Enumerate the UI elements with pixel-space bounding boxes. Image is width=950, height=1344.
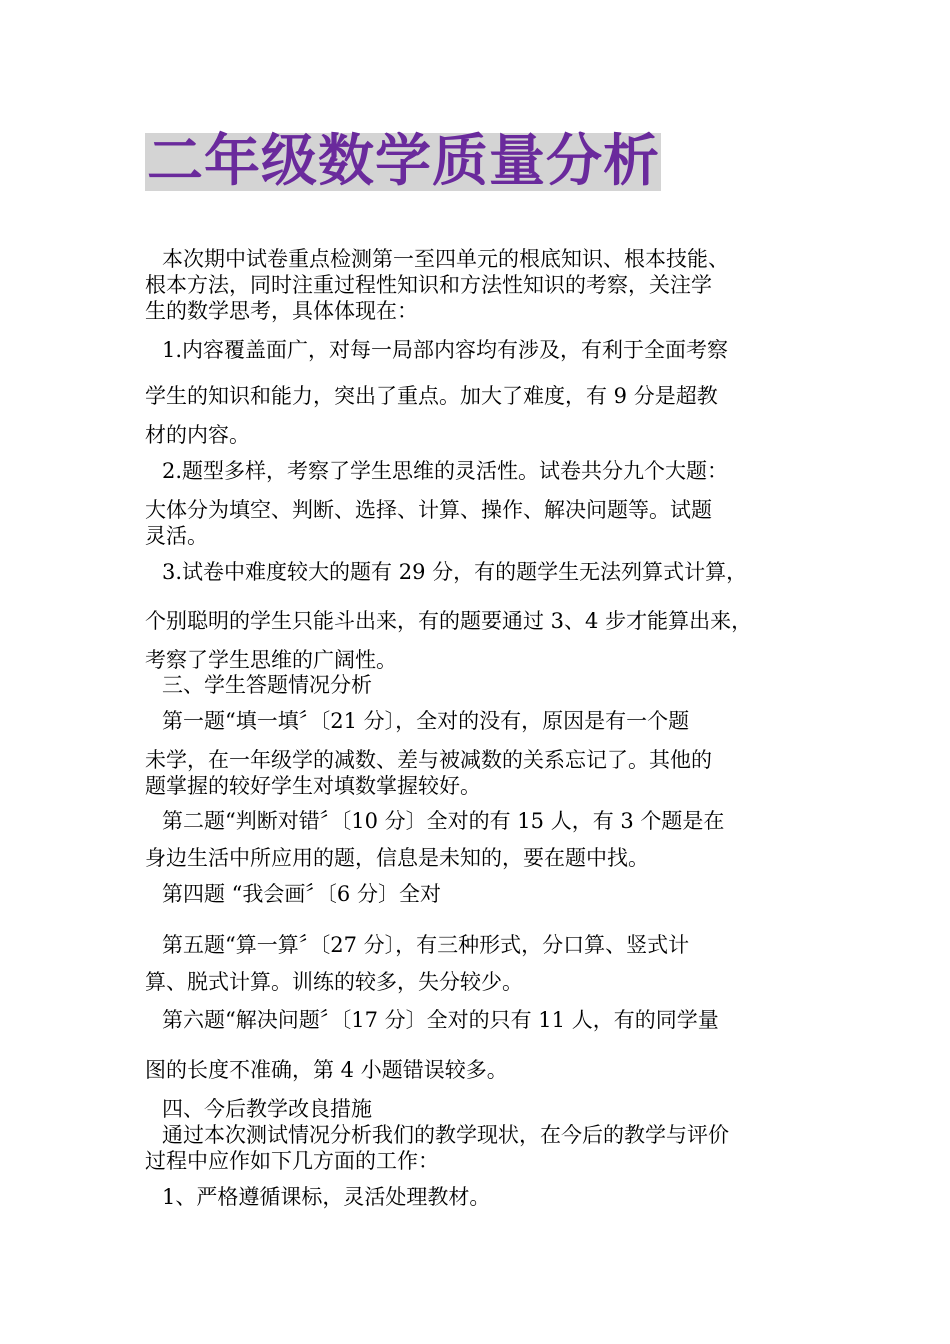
text-line: 2.题型多样，考察了学生思维的灵活性。试卷共分九个大题： [162, 459, 729, 483]
text-line: 本次期中试卷重点检测第一至四单元的根底知识、根本技能、 [162, 247, 729, 271]
text-line: 1、严格遵循课标，灵活处理教材。 [162, 1185, 491, 1209]
text-line: 学生的知识和能力，突出了重点。加大了难度，有 9 分是超教 [145, 384, 718, 408]
text-line: 题掌握的较好学生对填数掌握较好。 [145, 774, 481, 798]
text-line: 第四题 “我会画〞〔6 分〕全对 [162, 882, 441, 906]
text-line: 个别聪明的学生只能斗出来，有的题要通过 3、4 步才能算出来， [145, 609, 753, 633]
text-line: 1.内容覆盖面广，对每一局部内容均有涉及，有利于全面考察 [162, 338, 729, 362]
text-line: 3.试卷中难度较大的题有 29 分，有的题学生无法列算式计算， [162, 560, 748, 584]
text-line: 过程中应作如下几方面的工作： [145, 1149, 439, 1173]
text-line: 通过本次测试情况分析我们的教学现状，在今后的教学与评价 [162, 1123, 729, 1147]
section-heading: 四、今后教学改良措施 [162, 1097, 372, 1121]
text-line: 第五题“算一算〞〔27 分〕，有三种形式，分口算、竖式计 [162, 933, 690, 957]
text-line: 第一题“填一填〞〔21 分〕，全对的没有，原因是有一个题 [162, 709, 690, 733]
section-heading: 三、学生答题情况分析 [162, 673, 372, 697]
text-line: 材的内容。 [145, 423, 250, 447]
text-line: 图的长度不准确，第 4 小题错误较多。 [145, 1058, 508, 1082]
text-line: 大体分为填空、判断、选择、计算、操作、解决问题等。试题 [145, 498, 712, 522]
text-line: 身边生活中所应用的题，信息是未知的，要在题中找。 [145, 846, 649, 870]
text-line: 算、脱式计算。训练的较多，失分较少。 [145, 970, 523, 994]
document-title: 二年级数学质量分析 [147, 129, 660, 194]
text-line: 未学，在一年级学的减数、差与被减数的关系忘记了。其他的 [145, 748, 712, 772]
text-line: 考察了学生思维的广阔性。 [145, 648, 397, 672]
text-line: 根本方法，同时注重过程性知识和方法性知识的考察，关注学 [145, 273, 712, 297]
text-line: 灵活。 [145, 524, 208, 548]
text-line: 第二题“判断对错〞〔10 分〕全对的有 15 人，有 3 个题是在 [162, 809, 725, 833]
text-line: 第六题“解决问题〞〔17 分〕全对的只有 11 人，有的同学量 [162, 1008, 719, 1032]
text-line: 生的数学思考，具体体现在： [145, 299, 418, 323]
